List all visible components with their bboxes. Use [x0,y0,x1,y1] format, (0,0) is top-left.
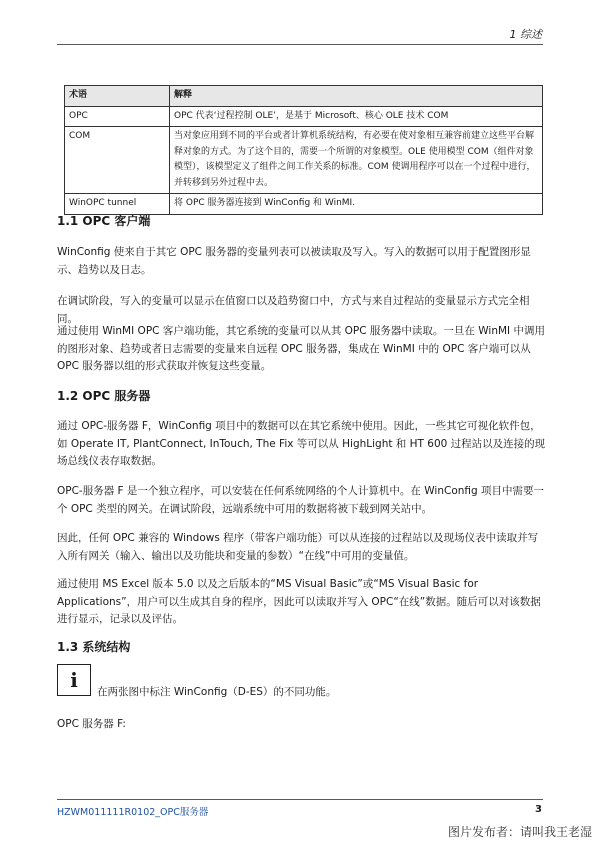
glossary-definition: 当对象应用到不同的平台或者计算机系统结构，有必要在使对象相互兼容前建立这些平台解释对象的方式。为了这个目的，需要一个所谓的对象模型。OLE 使用模型 COM（组件对象模型），该模型定义了组件之间工作关系的标准。COM 使调用程序可以在一个过程中进行，并转移到另外过程中去。 [170,127,543,194]
paragraph: OPC-服务器 F 是一个独立程序，可以安装在任何系统网络的个人计算机中。在 WinConfig 项目中需要一个 OPC 类型的网关。在调试阶段，远端系统中可用的数据将被下载到网关站中。 [57,485,545,515]
header-divider [57,44,543,45]
table-row [65,194,543,215]
paragraph: 通过使用 WinMI OPC 客户端功能，其它系统的变量可以从其 OPC 服务器中读取。一旦在 WinMI 中调用的图形对象、趋势或者日志需要的变量来自远程 OPC 服务器，集成在 WinMI 中的 OPC 客户端可以从 OPC 服务器以组的形式获取并恢复这些变量。 [57,325,545,372]
footer-divider [57,799,543,800]
page-number: 3 [535,804,542,815]
glossary-header-definition: 解释 [170,86,543,107]
glossary-header-row [65,86,543,107]
info-icon: i [57,664,91,696]
publisher-watermark: 图片发布者：请叫我王老湿 [447,825,592,839]
section-title-system-structure: 1.3 系统结构 [57,640,131,654]
table-row [65,127,543,194]
glossary-definition: 将 OPC 服务器连接到 WinConfig 和 WinMI. [170,194,543,215]
glossary-term: COM [65,127,170,194]
glossary-term: OPC [65,106,170,127]
section-title-opc-server: 1.2 OPC 服务器 [57,389,151,403]
table-row [65,106,543,127]
footer-doc-id: HZWM011111R0102_OPC服务器 [57,807,209,818]
glossary-term: WinOPC tunnel [65,194,170,215]
paragraph: OPC 服务器 F: [57,718,126,730]
paragraph: 通过使用 MS Excel 版本 5.0 以及之后版本的“MS Visual Basic”或“MS Visual Basic for Applications”，用户可以生成其自身的程序，因此可以读取并写入 OPC“在线”数据。随后可以对该数据进行显示，记录以及评估。 [57,578,541,625]
paragraph: WinConfig 使来自于其它 OPC 服务器的变量列表可以被读取及写入。写入的数据可以用于配置图形显示、趋势以及日志。 [57,246,531,276]
glossary-definition: OPC 代表‘过程控制 OLE’，是基于 Microsoft、核心 OLE 技术 COM [170,106,543,127]
info-note: 在两张图中标注 WinConfig（D-ES）的不同功能。 [97,686,337,698]
paragraph: 通过 OPC-服务器 F，WinConfig 项目中的数据可以在其它系统中使用。因此，一些其它可视化软件包，如 Operate IT, PlantConnect, InTouch, The Fix 等可以从 HighLight 和 HT 600 过程站以及连接的现场总线仪表存取数据。 [57,420,546,467]
glossary-table [64,85,543,215]
glossary-header-term: 术语 [65,86,170,107]
section-title-opc-client: 1.1 OPC 客户端 [57,214,151,228]
paragraph: 因此，任何 OPC 兼容的 Windows 程序（带客户端功能）可以从连接的过程站以及现场仪表中读取并写入所有网关（输入、输出以及功能块和变量的参数）“在线”中可用的变量值。 [57,532,539,562]
paragraph: 在调试阶段，写入的变量可以显示在值窗口以及趋势窗口中，方式与来自过程站的变量显示方式完全相同。 [57,295,530,325]
chapter-label: 1 综述 [509,28,542,41]
